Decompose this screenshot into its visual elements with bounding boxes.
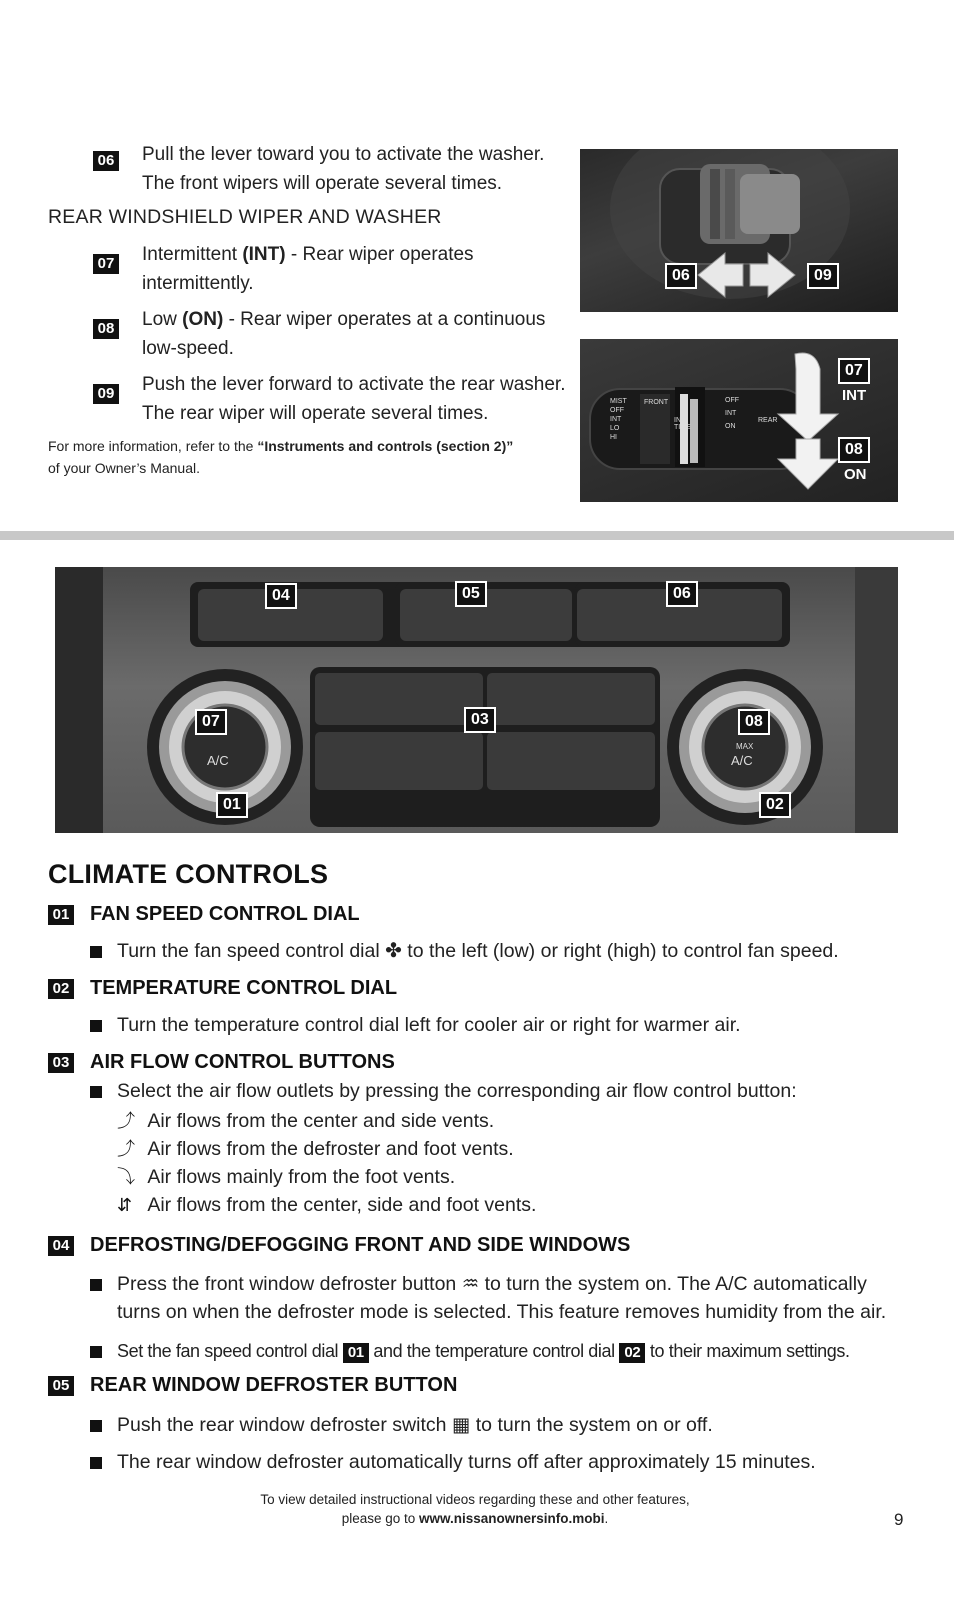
step-badge-08: 08 [93,319,119,339]
vent-face-icon: ⤴ [117,1111,135,1131]
mode-bilevel-text: Air flows from the center, side and foot vents. [147,1194,537,1216]
step-badge-09: 09 [93,384,119,404]
step-07-post: - Rear wiper operates [285,244,474,265]
mode-foot-text: Air flows mainly from the foot vents. [147,1166,456,1188]
step-08-pre: Low [142,309,183,330]
bullet-defrost-1 [90,1279,102,1291]
defrost-max-text [117,1337,850,1365]
rear-wiper-switch-photo [580,339,898,502]
step-08-line2: low-speed. [142,338,234,359]
fan-speed-heading: FAN SPEED CONTROL DIAL [90,903,360,925]
rear-wiper-heading: REAR WINDSHIELD WIPER AND WASHER [48,206,442,228]
step-09-line2: The rear wiper will operate several times. [142,403,489,424]
callout-05-panel: 05 [455,581,487,607]
footer-note [180,1490,770,1528]
callout-08-switch: 08 [838,437,870,463]
step-06-line2: The front wipers will operate several times. [142,173,503,194]
rear-defrost-pre: Push the rear window defroster switch [117,1414,452,1436]
temperature-text: Turn the temperature control dial left for cooler air or right for warmer air. [117,1014,741,1036]
step-badge-06: 06 [93,151,119,171]
defrost-front-post: to turn the system on. The A/C automatically [479,1273,867,1295]
vent-bilevel-icon: ⇵ [117,1195,133,1215]
callout-08-panel: 08 [738,709,770,735]
rear-defrost-icon: ▦ [451,1414,471,1436]
bullet-fan-speed [90,946,102,958]
defrost-max-mid: and the temperature control dial [368,1341,620,1361]
callout-04-panel: 04 [265,583,297,609]
stalk-label-off-rear: OFF [725,397,739,404]
defrost-front-pre: Press the front window defroster button [117,1273,462,1295]
bullet-rear-defrost-1 [90,1420,102,1432]
step-07-pre: Intermittent [142,244,243,265]
section-badge-01: 01 [48,905,74,925]
stalk-label-front: FRONT [644,399,669,406]
callout-07-switch: 07 [838,358,870,384]
stalk-rear-labels [725,394,739,433]
step-08-line1 [142,305,582,334]
step-badge-07: 07 [93,254,119,274]
fan-speed-text [117,937,839,965]
defrost-front-text [117,1270,886,1326]
defrost-front-line2: turns on when the defroster mode is selected. This feature removes humidity from the air. [117,1301,887,1323]
air-flow-modes [117,1107,536,1219]
section-badge-05: 05 [48,1376,74,1396]
rear-defrost-heading: REAR WINDOW DEFROSTER BUTTON [90,1374,458,1396]
footer-line1: To view detailed instructional videos regarding these and other features, [260,1492,690,1507]
mode-face-text: Air flows from the center and side vents. [147,1110,495,1132]
mode-face [117,1107,536,1135]
on-position-label: ON [844,466,867,483]
max-ac-label: A/C [731,753,753,768]
fan-icon: ✤ [385,940,402,962]
reference-pre: For more information, refer to the [48,438,258,454]
stalk-label-int-time: INT TIME [674,417,691,431]
stalk-label-mist: MIST [610,398,627,405]
air-flow-text: Select the air flow outlets by pressing the corresponding air flow control button: [117,1080,797,1102]
section-divider [0,531,954,540]
reference-bold: “Instruments and controls (section 2)” [257,438,514,454]
stalk-label-hi: HI [610,434,617,441]
section-badge-04: 04 [48,1236,74,1256]
bullet-rear-defrost-2 [90,1457,102,1469]
bullet-air-flow [90,1086,102,1098]
callout-02-panel: 02 [759,792,791,818]
footer-line2 [180,1509,770,1528]
vent-defrost-foot-icon: ⤴ [117,1139,135,1159]
footer-website-link[interactable]: www.nissanownersinfo.mobi [419,1511,605,1526]
callout-09-lever: 09 [807,263,839,289]
max-ac-top-label: MAX [736,742,754,751]
callout-07-panel: 07 [195,709,227,735]
step-06-line1: Pull the lever toward you to activate the washer. [142,144,545,165]
stalk-label-off: OFF [610,407,624,414]
mode-foot [117,1163,536,1191]
callout-06-panel: 06 [666,581,698,607]
inline-badge-02: 02 [619,1343,645,1363]
footer-line2-post: . [604,1511,609,1526]
rear-defrost-post: to turn the system on or off. [470,1414,713,1436]
climate-controls-title: CLIMATE CONTROLS [48,859,329,889]
bullet-defrost-2 [90,1346,102,1358]
step-09-text [142,370,582,428]
step-08-post: - Rear wiper operates at a continuous [223,309,546,330]
step-06-text [142,140,582,198]
fan-speed-pre: Turn the fan speed control dial [117,940,386,962]
lever-illustration [580,149,898,312]
stalk-label-int-rear: INT [725,410,737,417]
page-number: 9 [894,1510,904,1529]
int-position-label: INT [842,387,867,404]
air-flow-heading: AIR FLOW CONTROL BUTTONS [90,1051,395,1073]
climate-panel-photo [55,567,898,833]
mode-bilevel [117,1191,536,1219]
fan-speed-post: to the left (low) or right (high) to control fan speed. [401,940,839,962]
mode-defrost-foot [117,1135,536,1163]
section-badge-03: 03 [48,1053,74,1073]
step-07-line2: intermittently. [142,273,254,294]
stalk-label-int: INT [610,416,622,423]
inline-badge-01: 01 [343,1343,369,1363]
owner-manual-reference [48,435,568,479]
defrost-front-line1 [117,1270,886,1298]
callout-06-lever: 06 [665,263,697,289]
step-07-line1 [142,240,582,269]
footer-line2-pre: please go to [341,1511,419,1526]
step-08-text [142,305,582,363]
step-07-bold: (INT) [242,244,286,265]
vent-foot-icon: ⤵ [117,1167,135,1187]
rear-defrost-text-1 [117,1411,713,1439]
defrost-max-post: to their maximum settings. [645,1341,850,1361]
defrost-max-pre: Set the fan speed control dial [117,1341,343,1361]
front-defrost-icon: ♒ [461,1273,480,1295]
step-07-text [142,240,582,298]
reference-line2: of your Owner’s Manual. [48,460,200,476]
ac-button-label: A/C [207,753,229,768]
rear-defrost-text-2: The rear window defroster automatically turns off after approximately 15 minutes. [117,1451,816,1473]
mode-defrost-foot-text: Air flows from the defroster and foot vents. [147,1138,514,1160]
stalk-label-lo: LO [610,425,620,432]
callout-03-panel: 03 [464,707,496,733]
section-badge-02: 02 [48,979,74,999]
reference-line1 [48,435,568,457]
defrost-front-heading: DEFROSTING/DEFOGGING FRONT AND SIDE WINDOWS [90,1234,631,1256]
step-09-line1: Push the lever forward to activate the rear washer. [142,374,566,395]
bullet-temperature [90,1020,102,1032]
stalk-labels [610,397,627,442]
stalk-label-rear: REAR [758,417,778,424]
wiper-lever-photo [580,149,898,312]
stalk-label-on-rear: ON [725,423,736,430]
callout-01-panel: 01 [216,792,248,818]
step-08-bold: (ON) [182,309,224,330]
temperature-heading: TEMPERATURE CONTROL DIAL [90,977,398,999]
